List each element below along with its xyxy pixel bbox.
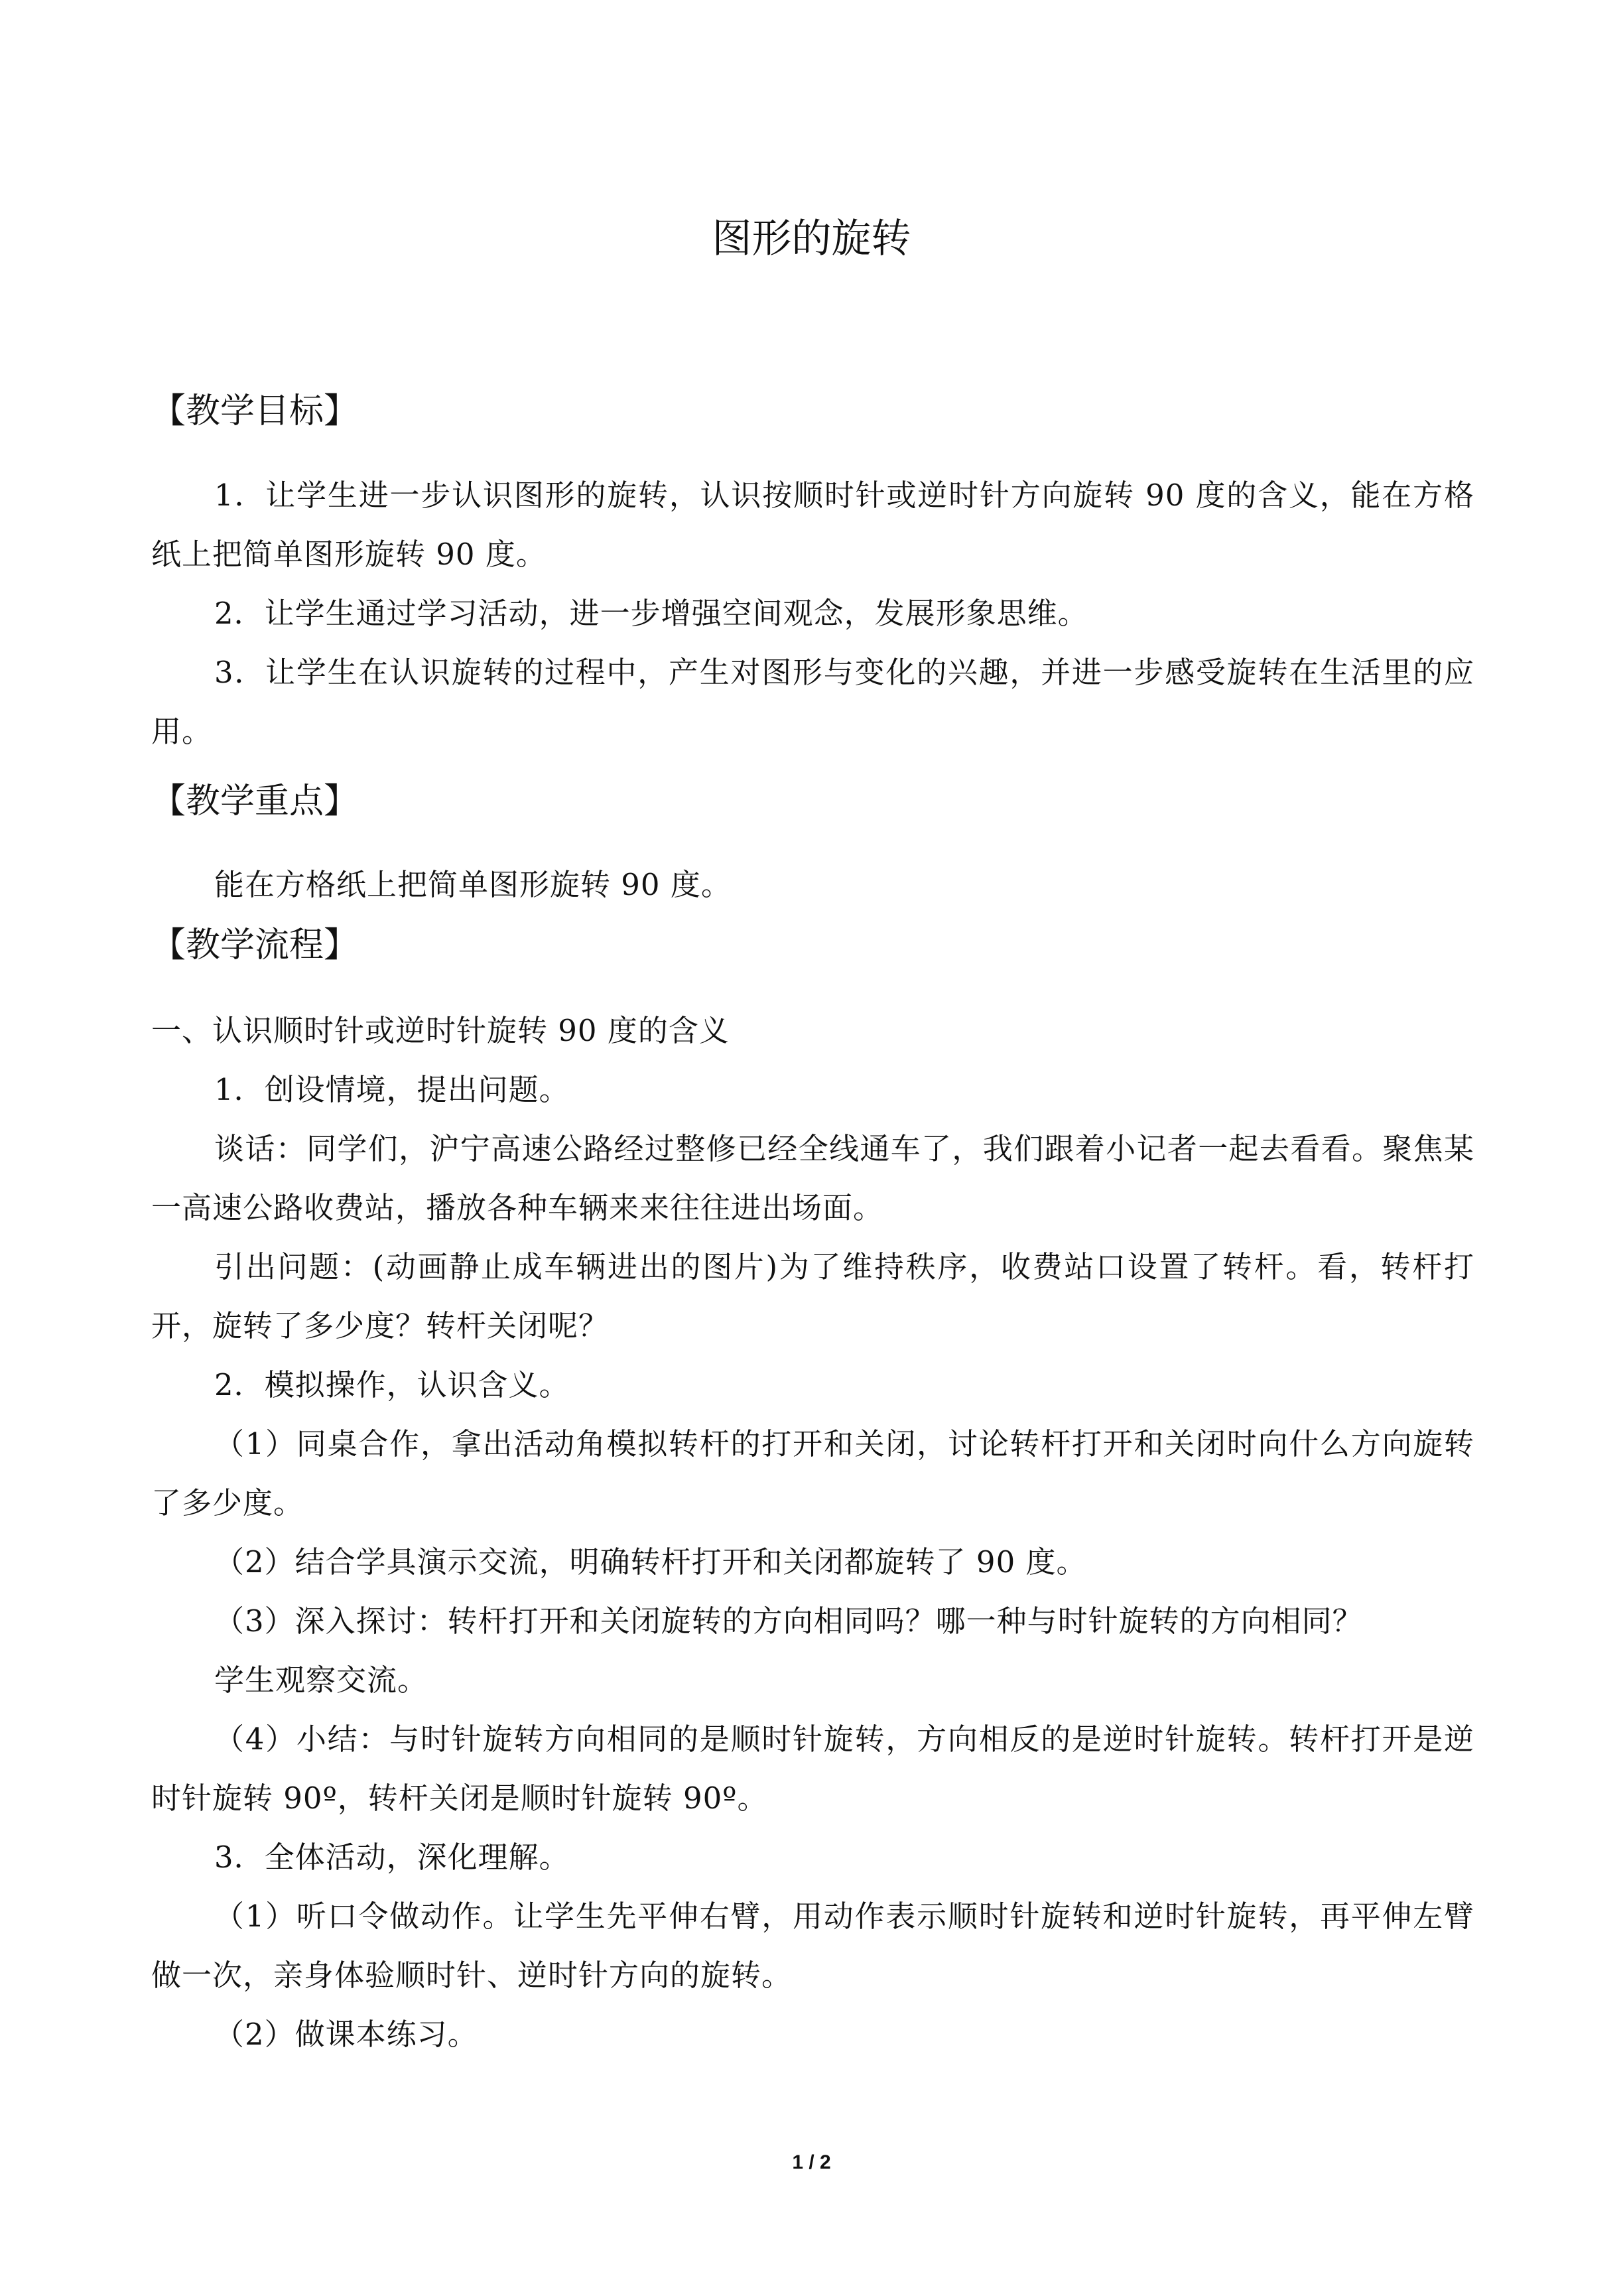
page-number: 1 / 2 [792, 2151, 831, 2173]
heading-key-points: 【教学重点】 [151, 781, 359, 821]
objective-item-1: 1．让学生进一步认识图形的旋转，认识按顺时针或逆时针方向旋转 90 度的含义，能在方格纸上把简单图形旋转 90 度。 [151, 478, 1474, 572]
heading-process: 【教学流程】 [151, 925, 359, 965]
process-activity-2: （2）做课本练习。 [214, 2017, 478, 2052]
process-section-title: 一、认识顺时针或逆时针旋转 90 度的含义 [151, 1013, 730, 1048]
objective-item-2: 2．让学生通过学习活动，进一步增强空间观念，发展形象思维。 [214, 596, 1088, 631]
process-substep-1: （1）同桌合作，拿出活动角模拟转杆的打开和关闭，讨论转杆打开和关闭时向什么方向旋转了多少度。 [151, 1426, 1474, 1520]
process-paragraph-question: 引出问题：(动画静止成车辆进出的图片)为了维持秩序，收费站口设置了转杆。看，转杆打开，旋转了多少度？转杆关闭呢？ [151, 1249, 1474, 1343]
process-observation: 学生观察交流。 [214, 1662, 428, 1698]
heading-objectives: 【教学目标】 [151, 391, 359, 431]
document-title: 图形的旋转 [712, 216, 911, 262]
process-step-1: 1．创设情境，提出问题。 [214, 1072, 570, 1107]
process-step-3: 3．全体活动，深化理解。 [214, 1840, 570, 1875]
process-substep-2: （2）结合学具演示交流，明确转杆打开和关闭都旋转了 90 度。 [214, 1544, 1087, 1580]
process-step-2: 2．模拟操作，认识含义。 [214, 1367, 570, 1402]
process-activity-1: （1）听口令做动作。让学生先平伸右臂，用动作表示顺时针旋转和逆时针旋转，再平伸左臂做一次，亲身体验顺时针、逆时针方向的旋转。 [151, 1899, 1474, 1993]
objective-item-3: 3．让学生在认识旋转的过程中，产生对图形与变化的兴趣，并进一步感受旋转在生活里的应用。 [151, 655, 1474, 749]
key-point-item-1: 能在方格纸上把简单图形旋转 90 度。 [214, 867, 732, 902]
process-substep-4: （4）小结：与时针旋转方向相同的是顺时针旋转，方向相反的是逆时针旋转。转杆打开是逆时针旋转 90º，转杆关闭是顺时针旋转 90º。 [151, 1722, 1474, 1816]
process-substep-3: （3）深入探讨：转杆打开和关闭旋转的方向相同吗？哪一种与时针旋转的方向相同？ [214, 1603, 1363, 1639]
process-paragraph-talk: 谈话：同学们，沪宁高速公路经过整修已经全线通车了，我们跟着小记者一起去看看。聚焦某一高速公路收费站，播放各种车辆来来往往进出场面。 [151, 1131, 1474, 1225]
